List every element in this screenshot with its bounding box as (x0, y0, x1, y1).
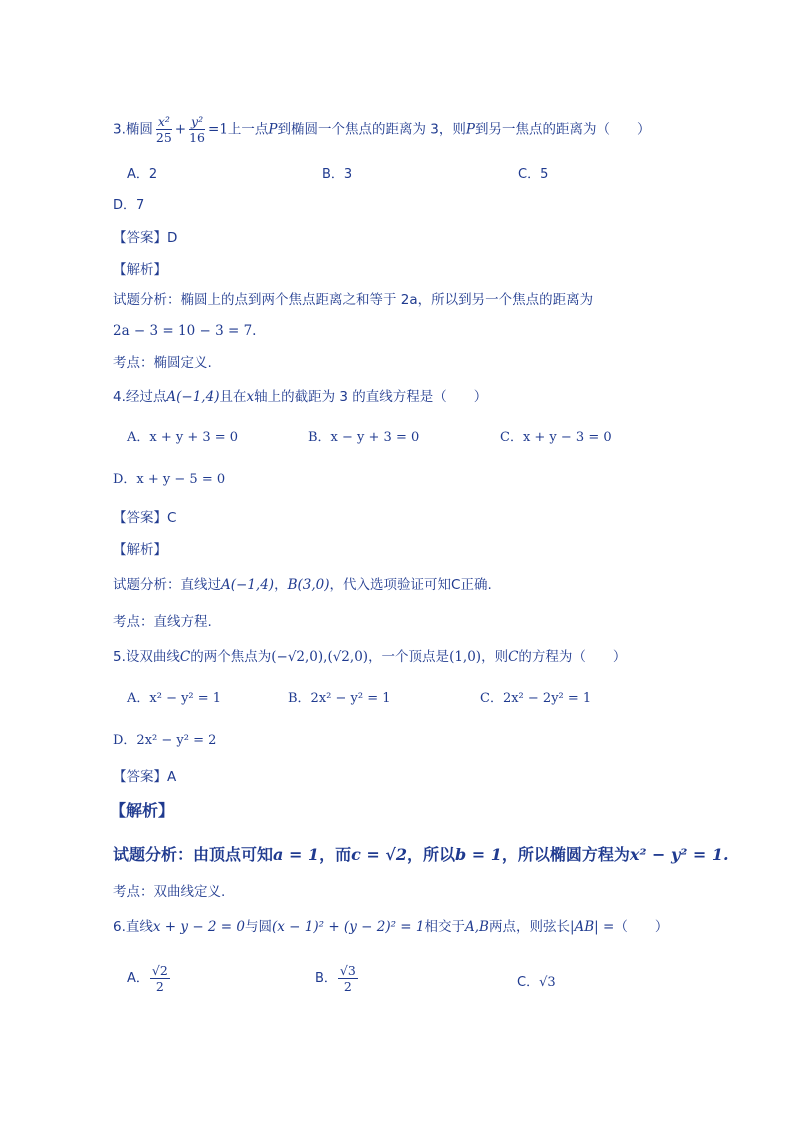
q3-option-d: D．7 (113, 198, 145, 213)
q4-analysis: 试题分析：直线过A(−1,4)，B(3,0)，代入选项验证可知C正确. (113, 577, 492, 593)
question-5-stem: 5.设双曲线C的两个焦点为(−√2,0),(√2,0)，一个顶点是(1,0)，则C的方程为（ ） (113, 649, 627, 665)
q6-option-b: B． $\frac{√3}{2}$ (315, 963, 356, 994)
q4-option-a: A．x + y + 3 = 0 (127, 430, 239, 445)
q3-analysis-line2: 2a − 3 = 10 − 3 = 7. (113, 323, 257, 339)
q4-option-b: B．x − y + 3 = 0 (308, 430, 420, 445)
q6-option-a: A． $\frac{√2}{2}$ (127, 963, 168, 994)
q3-analysis-title: 【解析】 (113, 262, 167, 278)
q4-kaodian: 考点：直线方程. (113, 614, 212, 630)
q3-option-b: B．3 (322, 167, 353, 182)
q6-option-c: C．√3 (517, 975, 556, 990)
question-3-stem: 3.椭圆 $\frac{\text{x²}}{25}$ + $\frac{\text{y²}}{16}$ =1上一点P到椭圆一个焦点的距离为 3，则P到另一焦点的距离为（ ） (113, 114, 651, 145)
q5-option-d: D．2x² − y² = 2 (113, 733, 217, 748)
q5-analysis-title: 【解析】 (110, 801, 175, 820)
q5-option-c: C．2x² − 2y² = 1 (480, 691, 592, 706)
q5-option-b: B．2x² − y² = 1 (288, 691, 391, 706)
q6-option-a-fraction: $\frac{√2}{2}$ (151, 963, 168, 994)
q3-analysis-line1: 试题分析：椭圆上的点到两个焦点距离之和等于 2a，所以到另一个焦点的距离为 (113, 292, 594, 308)
question-4-stem: 4.经过点A(−1,4)且在x轴上的截距为 3 的直线方程是（ ） (113, 389, 488, 405)
q3-prefix: 3.椭圆 (113, 121, 153, 138)
q3-fraction-x: $\frac{\text{x²}}{25}$ (155, 114, 172, 145)
q4-option-d: D．x + y − 5 = 0 (113, 472, 226, 487)
question-6-stem: 6.直线x + y − 2 = 0与圆(x − 1)² + (y − 2)² = 1相交于A,B两点，则弦长|AB| =（ ） (113, 919, 669, 935)
q4-analysis-title: 【解析】 (113, 542, 167, 558)
q3-option-a: A．2 (127, 167, 158, 182)
q3-fraction-y: $\frac{\text{y²}}{16}$ (189, 114, 206, 145)
q5-analysis: 试题分析：由顶点可知a = 1，而c = √2，所以b = 1，所以椭圆方程为x² − y² = 1. (113, 845, 729, 864)
q5-kaodian: 考点：双曲线定义. (113, 884, 226, 900)
q4-option-c: C．x + y − 3 = 0 (500, 430, 612, 445)
q6-option-b-fraction: $\frac{√3}{2}$ (339, 963, 356, 994)
q3-kaodian: 考点：椭圆定义. (113, 355, 212, 371)
q5-answer: 【答案】A (113, 769, 177, 785)
q4-answer: 【答案】C (113, 510, 177, 526)
q3-answer: 【答案】D (113, 230, 178, 246)
q5-option-a: A．x² − y² = 1 (127, 691, 222, 706)
q3-option-c: C．5 (518, 167, 549, 182)
